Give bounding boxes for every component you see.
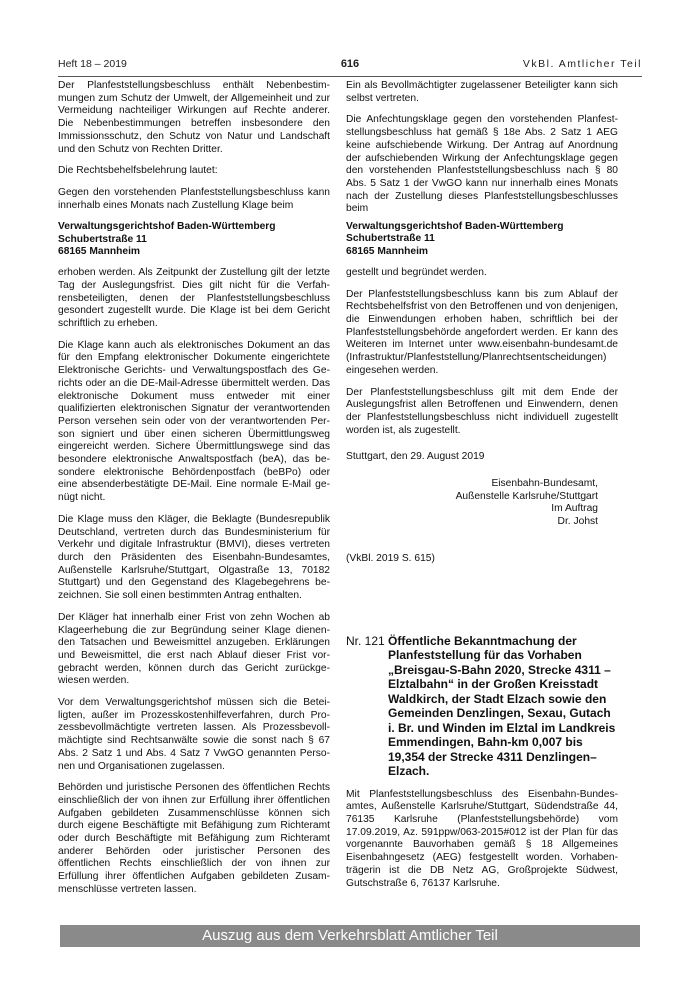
court-address [346, 221, 618, 258]
page-header [58, 58, 642, 74]
notice-title: Öffentliche Bekanntmachung der Planfeststellung für das Vorhaben „Breisgau-S-Bahn 2020, Strecke 4311 – Elztalbahn“ in der Großen Kreisstadt Waldkirch, der Stadt Elzach sowie den Gemeinden Denzlingen, Sexau, Gutach i. Br. und Winden im Elztal im Landkreis Emmendingen, Bahn-km 0,007 bis 19,354 der Strecke 4311 Denzlingen–Elzach. [388, 633, 616, 779]
paragraph: gestellt und begründet werden. [346, 266, 487, 278]
paragraph: Behörden und juristische Personen des öffentlichen Rechts einschließlich der von ihnen zur Erfüllung ihrer öffentlichen Aufgaben gebildeten Zusammenschlüsse können sich durch eigene Beschäftigte mit Befähigung zum Richteramt oder durch Beschäftigte mit Befähigung zum Richteramt anderer Behörden oder juristischer Personen des öffentlichen Rechts einschließlich der von ihnen zur Erfüllung ihrer öffentlichen Aufgaben gebildeten Zusammenschlüsse vertreten lassen. [58, 782, 330, 895]
paragraph: Der Planfeststellungsbeschluss kann bis zum Ablauf der Rechtsbehelfsfrist von den Betroffenen und von denjenigen, die Einwendungen erhoben haben, schriftlich bei der Planfeststellungsbehörde angefordert werden. Er kann des Weiteren im Internet unter www.eisenbahn-bundesamt.de (Infrastruktur/Planfeststellung/Planrechtsentscheidungen) eingesehen werden. [346, 288, 618, 376]
right-column [346, 80, 618, 899]
publication-reference: (VkBl. 2019 S. 615) [346, 552, 435, 564]
paragraph: Ein als Bevollmächtigter zugelassener Beteiligter kann sich selbst vertreten. [346, 80, 618, 104]
court-address [58, 221, 330, 258]
paragraph: Gegen den vorstehenden Planfeststellungsbeschluss kann innerhalb eines Monats nach Zustellung Klage beim [58, 186, 330, 211]
left-column [58, 80, 330, 906]
paragraph: Die Klage kann auch als elektronisches Dokument an das für den Empfang elektronischer Dokumente eingerichtete Elektronische Gerichts- und Verwaltungspostfach des Gerichts oder an die DE-Mail-Adresse übermittelt werden. Das elektronische Dokument muss entweder mit einer qualifizierten elektronischen Signatur der verantwortenden Person versehen sein oder von der verantwortenden Person signiert und über einen sicheren Übermittlungsweg eingereicht werden. Sichere Übermittlungswege sind das besondere elektronische Anwaltspostfach (beA), das besondere elektronische Behördenpostfach (beBPo) oder eine absenderbestätigte DE-Mail. Eine normale E-Mail genügt nicht. [58, 339, 330, 504]
signature-office: Außenstelle Karlsruhe/Stuttgart [455, 490, 598, 502]
paragraph: Der Planfeststellungsbeschluss enthält Nebenbestimmungen zum Schutz der Umwelt, der Allgemeinheit und zur Vermeidung nachteiliger Wirkungen auf Rechte anderer. Die Nebenbestimmungen betreffen insbesondere den Immissionsschutz, den Schutz von Natur und Landschaft und den Schutz von Rechten Dritter. [58, 80, 330, 155]
paragraph: Der Kläger hat innerhalb einer Frist von zehn Wochen ab Klageerhebung die zur Begründung seiner Klage dienenden Tatsachen und Beweismittel anzugeben. Erklärungen und Beweismittel, die erst nach Ablauf dieser Frist vorgebracht werden, können durch das Gericht zurückgewiesen werden. [58, 611, 330, 687]
header-divider [58, 76, 642, 77]
signature-block [346, 478, 618, 529]
paragraph: Die Klage muss den Kläger, die Beklagte (Bundesrepublik Deutschland, vertreten durch das Bundesministerium für Verkehr und digitale Infrastruktur (BMVI), dieses vertreten durch den Präsidenten des Eisenbahn-Bundesamtes, Außenstelle Karlsruhe/Stuttgart, Olgastraße 13, 70182 Stuttgart) und den Gegenstand des Klagebegehrens bezeichnen. Sie soll einen bestimmten Antrag enthalten. [58, 513, 330, 602]
court-street: Schubertstraße 11 [346, 233, 435, 245]
court-name: Verwaltungsgerichtshof Baden-Württemberg [58, 221, 276, 233]
court-city: 68165 Mannheim [346, 245, 429, 257]
paragraph: Mit Planfeststellungsbeschluss des Eisenbahn-Bundesamtes, Außenstelle Karlsruhe/Stuttgart, Südendstraße 44, 76135 Karlsruhe (Planfeststellungsbehörde) vom 17.09.2019, Az. 591ppw/063-2015#012 ist der Plan für das vorgenannte Bauvorhaben gemäß § 18 Allgemeines Eisenbahngesetz (AEG) festgestellt worden. Vorhabenträgerin ist die DB Netz AG, Großprojekte Südwest, Gutschstraße 6, 76137 Karlsruhe. [346, 788, 618, 889]
paragraph: Der Planfeststellungsbeschluss gilt mit dem Ende der Auslegungsfrist allen Betroffenen und Einwendern, denen der Planfeststellungsbeschluss nicht individuell zugestellt worden ist, als zugestellt. [346, 386, 618, 436]
signature-mandate: Im Auftrag [551, 503, 598, 515]
notice-number: Nr. 121 [346, 633, 385, 648]
issue-label: Heft 18 – 2019 [58, 58, 127, 70]
journal-title: VkBl. Amtlicher Teil [522, 58, 642, 70]
court-name: Verwaltungsgerichtshof Baden-Württemberg [346, 221, 564, 233]
signature-name: Dr. Johst [557, 516, 598, 528]
date-line: Stuttgart, den 29. August 2019 [346, 451, 485, 463]
signature-authority: Eisenbahn-Bundesamt, [491, 478, 598, 490]
court-street: Schubertstraße 11 [58, 233, 147, 245]
paragraph: erhoben werden. Als Zeitpunkt der Zustellung gilt der letzte Tag der Auslegungsfrist. Dies gilt nicht für die Verfahrensbeteiligten, denen der Planfeststellungsbeschluss gesondert zugestellt wurde. Die Klage ist bei dem Gericht schriftlich zu erheben. [58, 267, 330, 330]
notice-heading [346, 634, 618, 779]
paragraph: Die Rechtsbehelfsbelehrung lautet: [58, 165, 218, 177]
court-city: 68165 Mannheim [58, 245, 141, 257]
footer-banner: Auszug aus dem Verkehrsblatt Amtlicher Teil [60, 925, 640, 947]
page-number: 616 [340, 58, 360, 70]
paragraph: Die Anfechtungsklage gegen den vorstehenden Planfeststellungsbeschluss hat gemäß § 18e Abs. 2 Satz 1 AEG keine aufschiebende Wirkung. Der Antrag auf Anordnung der aufschiebenden Wirkung der Anfechtungsklage gegen den vorstehenden Planfeststellungsbeschluss nach § 80 Abs. 5 Satz 1 der VwGO kann nur innerhalb eines Monats nach der Zustellung dieses Planfeststellungsbeschlusses beim [346, 114, 618, 215]
paragraph: Vor dem Verwaltungsgerichtshof müssen sich die Beteiligten, außer im Prozesskostenhilfeverfahren, durch Prozessbevollmächtigte vertreten lassen. Als Prozessbevollmächtigte sind Rechtsanwälte sowie die sonst nach § 67 Abs. 2 Satz 1 und Abs. 4 Satz 7 VwGO genannten Personen und Organisationen zugelassen. [58, 697, 330, 772]
